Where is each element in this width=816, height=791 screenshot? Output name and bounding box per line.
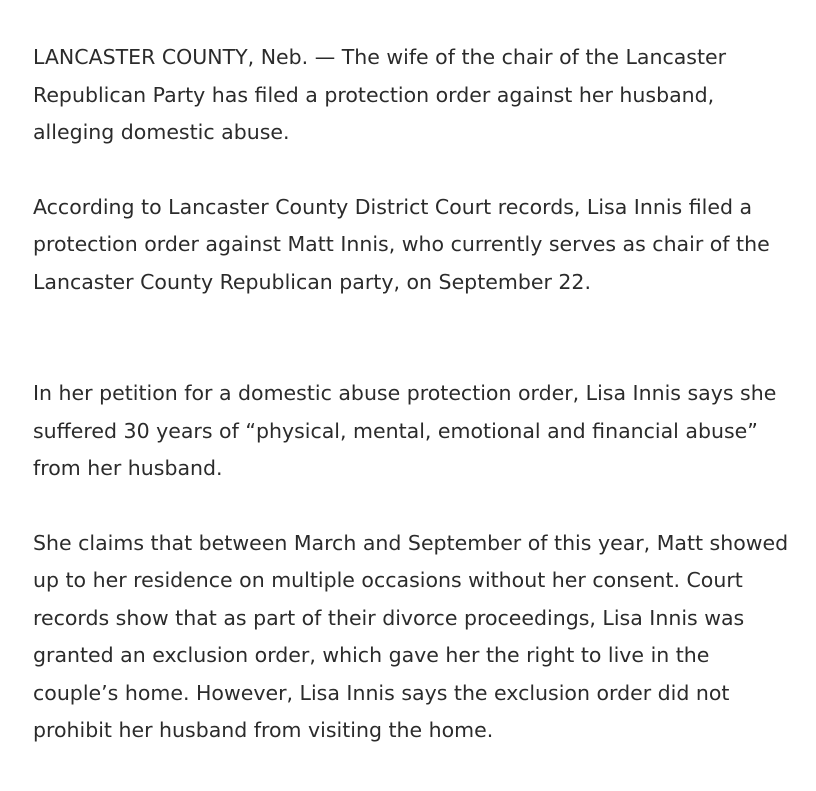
article-body [33,39,793,750]
article-paragraph-1: LANCASTER COUNTY, Neb. — The wife of the chair of the Lancaster Republican Party has filed a protection order against her husband, alleging domestic abuse. [33,45,727,144]
article-paragraph-3: In her petition for a domestic abuse protection order, Lisa Innis says she suffered 30 years of “physical, mental, emotional and financial abuse” from her husband. [33,381,777,480]
article-paragraph-2: According to Lancaster County District Court records, Lisa Innis filed a protection order against Matt Innis, who currently serves as chair of the Lancaster County Republican party, on September 22. [33,194,770,294]
article-paragraph-4: She claims that between March and September of this year, Matt showed up to her residence on multiple occasions without her consent. Court records show that as part of their divorce proceedings, Lisa Innis was granted an exclusion order, which gave her the right to live in the couple’s home. However, Lisa Innis says the exclusion order did not prohibit her husband from visiting the home. [33,530,789,742]
